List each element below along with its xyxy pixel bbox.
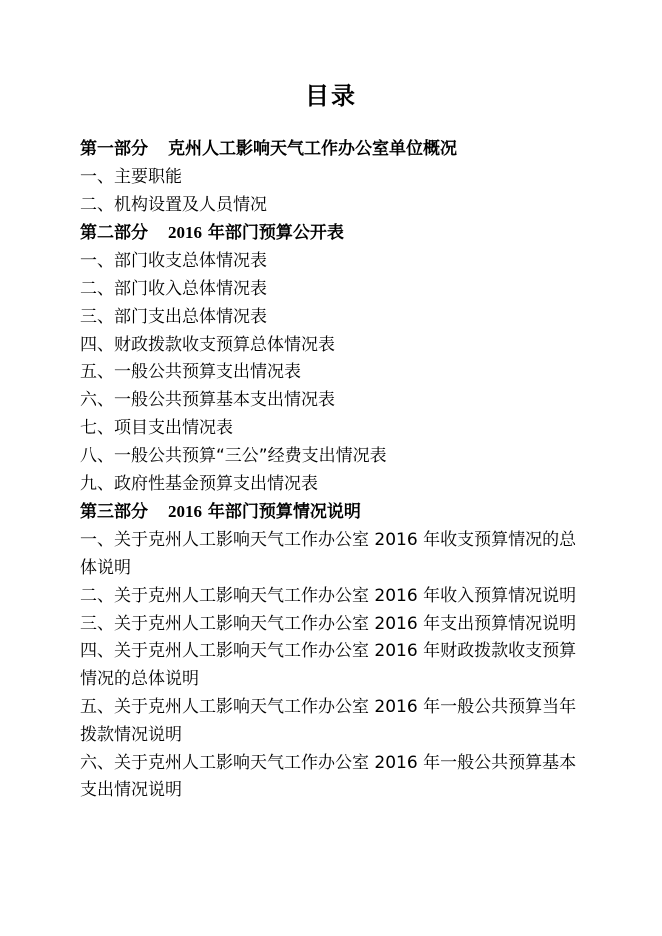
- toc-item[interactable]: 二、部门收入总体情况表: [80, 278, 267, 299]
- toc-item[interactable]: 六、关于克州人工影响天气工作办公室 2016 年一般公共预算基本支出情况说明: [80, 752, 577, 801]
- toc-item[interactable]: 七、项目支出情况表: [80, 417, 233, 438]
- toc-item[interactable]: 九、政府性基金预算支出情况表: [80, 473, 318, 494]
- toc-item[interactable]: 二、关于克州人工影响天气工作办公室 2016 年收入预算情况说明: [80, 585, 577, 606]
- toc-item[interactable]: 二、机构设置及人员情况: [80, 194, 267, 215]
- toc-item[interactable]: 四、关于克州人工影响天气工作办公室 2016 年财政拨款收支预算情况的总体说明: [80, 641, 577, 690]
- part1-heading-text: 克州人工影响天气工作办公室单位概况: [168, 139, 457, 159]
- toc-item[interactable]: 一、关于克州人工影响天气工作办公室 2016 年收支预算情况的总体说明: [80, 530, 577, 578]
- toc-item[interactable]: 八、一般公共预算“三公”经费支出情况表: [80, 445, 387, 466]
- part2-heading[interactable]: [80, 219, 590, 248]
- table-of-contents: [80, 136, 590, 805]
- part2-heading-text: 年部门预算公开表: [207, 223, 344, 244]
- part3-heading[interactable]: [80, 498, 590, 527]
- toc-item[interactable]: 三、部门支出总体情况表: [80, 306, 267, 327]
- part3-heading-year: 2016: [168, 502, 202, 522]
- toc-item[interactable]: 三、关于克州人工影响天气工作办公室 2016 年支出预算情况说明: [80, 613, 577, 634]
- toc-item[interactable]: 一、主要职能: [80, 166, 182, 187]
- part3-heading-text: 年部门预算情况说明: [207, 502, 361, 523]
- part3-heading-prefix: 第三部分: [80, 502, 148, 523]
- part2-heading-year: 2016: [168, 223, 202, 243]
- toc-item[interactable]: 五、关于克州人工影响天气工作办公室 2016 年一般公共预算当年拨款情况说明: [80, 696, 577, 745]
- page-title: 目录: [305, 82, 357, 110]
- toc-item[interactable]: 六、一般公共预算基本支出情况表: [80, 390, 335, 411]
- part1-heading[interactable]: [80, 136, 590, 164]
- part2-heading-prefix: 第二部分: [80, 223, 148, 244]
- toc-item[interactable]: 五、一般公共预算支出情况表: [80, 362, 301, 383]
- toc-item[interactable]: 四、财政拨款收支预算总体情况表: [80, 334, 335, 355]
- toc-item[interactable]: 一、部门收支总体情况表: [80, 251, 267, 272]
- part1-heading-prefix: 第一部分: [80, 139, 148, 159]
